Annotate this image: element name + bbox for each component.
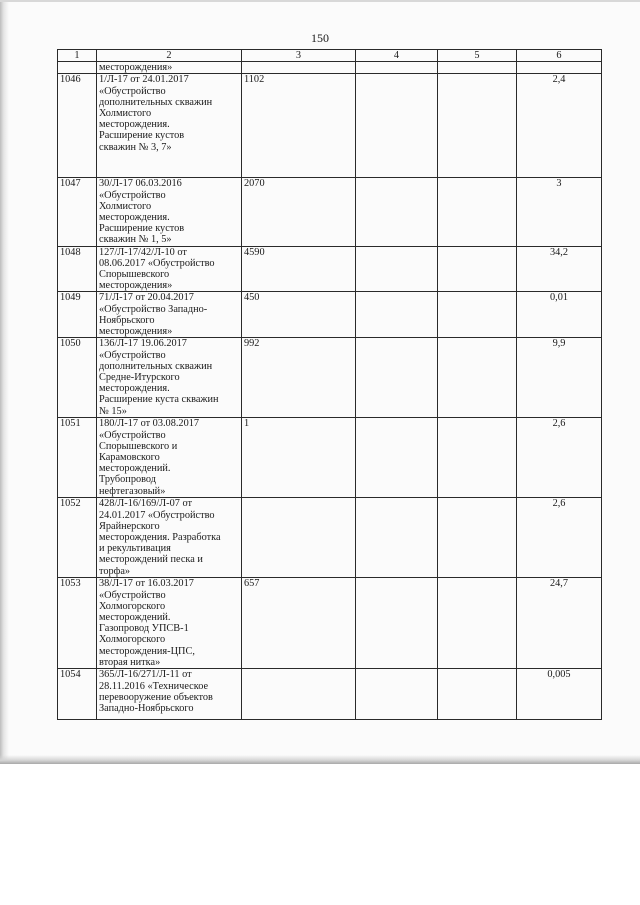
description-cell: 365/Л-16/271/Л-11 от 28.11.2016 «Техническое перевооружение объектов Западно-Ноябрьского	[97, 669, 242, 720]
column-5-cell	[438, 74, 517, 178]
column-3-cell: 1102	[242, 74, 356, 178]
description-cell: 38/Л-17 от 16.03.2017 «Обустройство Холмогорского месторождений. Газопровод УПСВ-1 Холмогорского месторождения-ЦПС, вторая нитка»	[97, 578, 242, 669]
column-4-cell	[356, 578, 438, 669]
column-6-cell: 3	[517, 178, 602, 246]
column-3-cell: 1	[242, 418, 356, 498]
row-number-cell: 1047	[58, 178, 97, 246]
empty-cell	[58, 62, 97, 74]
row-number-cell: 1046	[58, 74, 97, 178]
column-3-cell: 2070	[242, 178, 356, 246]
column-4-cell	[356, 669, 438, 720]
column-4-cell	[356, 338, 438, 418]
column-6-cell: 2,4	[517, 74, 602, 178]
header-cell: 4	[356, 50, 438, 62]
row-number-cell: 1054	[58, 669, 97, 720]
column-6-cell: 9,9	[517, 338, 602, 418]
header-cell: 6	[517, 50, 602, 62]
column-6-cell: 2,6	[517, 498, 602, 578]
column-6-cell: 0,005	[517, 669, 602, 720]
column-4-cell	[356, 178, 438, 246]
column-5-cell	[438, 246, 517, 292]
document-table	[57, 49, 602, 720]
description-cell: 180/Л-17 от 03.08.2017 «Обустройство Спорышевского и Карамовского месторождений. Трубопровод нефтегазовый»	[97, 418, 242, 498]
column-5-cell	[438, 418, 517, 498]
description-cell: 1/Л-17 от 24.01.2017 «Обустройство дополнительных скважин Холмистого месторождения. Расширение кустов скважин № 3, 7»	[97, 74, 242, 178]
table-header-row	[58, 50, 602, 62]
column-4-cell	[356, 74, 438, 178]
header-cell: 3	[242, 50, 356, 62]
column-5-cell	[438, 669, 517, 720]
row-number-cell: 1052	[58, 498, 97, 578]
description-cell: 136/Л-17 19.06.2017 «Обустройство дополнительных скважин Средне-Итурского месторождения. Расширение куста скважин № 15»	[97, 338, 242, 418]
column-3-cell: 992	[242, 338, 356, 418]
table-row	[58, 246, 602, 292]
header-cell: 2	[97, 50, 242, 62]
row-number-cell: 1048	[58, 246, 97, 292]
table-row	[58, 578, 602, 669]
column-6-cell: 0,01	[517, 292, 602, 338]
table-row	[58, 178, 602, 246]
row-number-cell: 1049	[58, 292, 97, 338]
continuation-row	[58, 62, 602, 74]
column-3-cell	[242, 498, 356, 578]
column-5-cell	[438, 178, 517, 246]
column-4-cell	[356, 292, 438, 338]
header-cell: 1	[58, 50, 97, 62]
column-3-cell: 450	[242, 292, 356, 338]
description-cell: 30/Л-17 06.03.2016 «Обустройство Холмистого месторождения. Расширение кустов скважин № 1, 5»	[97, 178, 242, 246]
column-4-cell	[356, 418, 438, 498]
description-cell: 71/Л-17 от 20.04.2017 «Обустройство Западно- Ноябрьского месторождения»	[97, 292, 242, 338]
column-6-cell: 34,2	[517, 246, 602, 292]
row-number-cell: 1053	[58, 578, 97, 669]
column-3-cell	[242, 669, 356, 720]
empty-cell	[242, 62, 356, 74]
table-row	[58, 498, 602, 578]
column-3-cell: 4590	[242, 246, 356, 292]
empty-cell	[438, 62, 517, 74]
page-number: 150	[311, 31, 329, 45]
column-4-cell	[356, 498, 438, 578]
column-5-cell	[438, 498, 517, 578]
description-cell: 428/Л-16/169/Л-07 от 24.01.2017 «Обустройство Ярайнерского месторождения. Разработка и рекультивация месторождений песка и торфа»	[97, 498, 242, 578]
table-row	[58, 418, 602, 498]
scan-edge-shadow	[0, 2, 9, 764]
row-number-cell: 1050	[58, 338, 97, 418]
column-3-cell: 657	[242, 578, 356, 669]
column-5-cell	[438, 338, 517, 418]
scan-bottom-shadow	[0, 755, 640, 764]
continuation-text: месторождения»	[97, 62, 242, 74]
table-row	[58, 338, 602, 418]
row-number-cell: 1051	[58, 418, 97, 498]
table-body	[58, 50, 602, 720]
table-row	[58, 292, 602, 338]
empty-cell	[517, 62, 602, 74]
empty-cell	[356, 62, 438, 74]
column-6-cell: 2,6	[517, 418, 602, 498]
table-row	[58, 669, 602, 720]
column-5-cell	[438, 292, 517, 338]
column-5-cell	[438, 578, 517, 669]
description-cell: 127/Л-17/42/Л-10 от 08.06.2017 «Обустройство Спорышевского месторождения»	[97, 246, 242, 292]
header-cell: 5	[438, 50, 517, 62]
column-4-cell	[356, 246, 438, 292]
table-row	[58, 74, 602, 178]
column-6-cell: 24,7	[517, 578, 602, 669]
